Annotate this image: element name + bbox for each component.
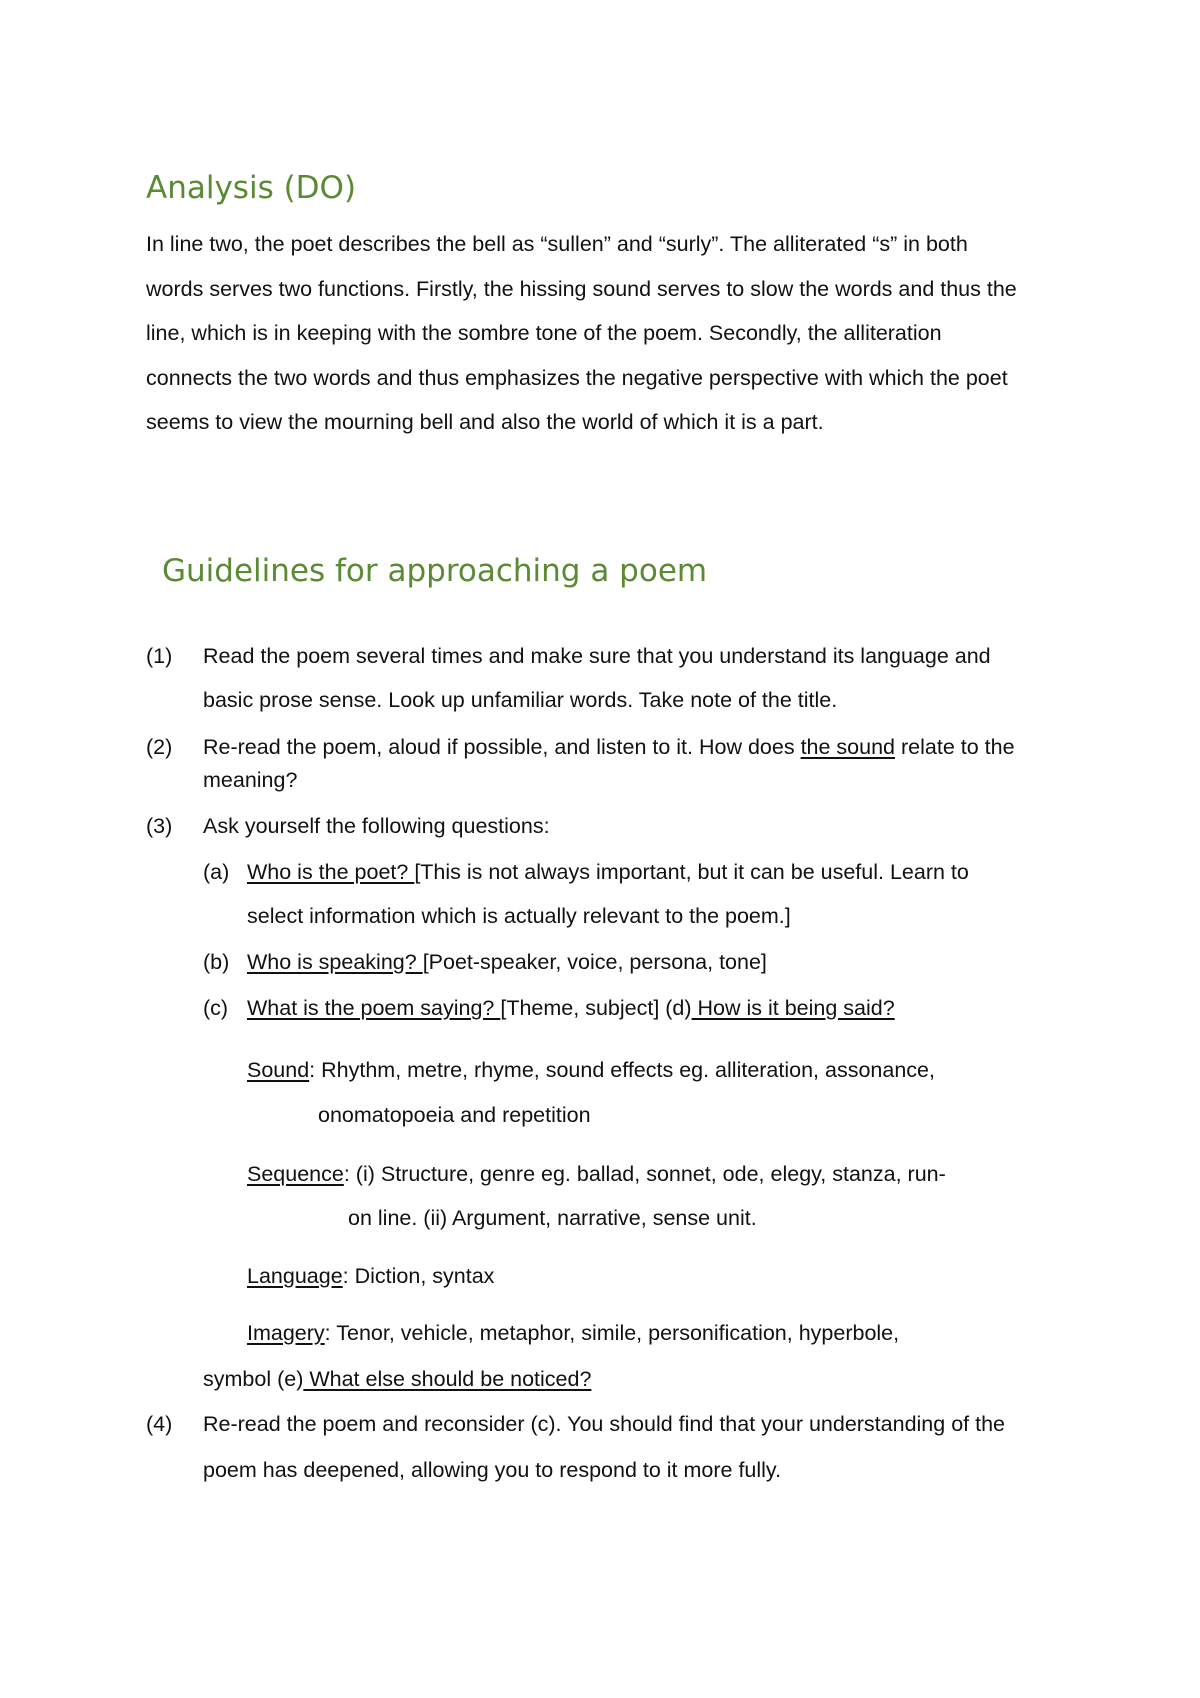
text-run: [This is not always important, but it can be useful. Learn to: [414, 860, 969, 884]
text-run: : Tenor, vehicle, metaphor, simile, personification, hyperbole,: [324, 1321, 900, 1345]
text-run: Re-read the poem, aloud if possible, and listen to it. How does: [203, 735, 801, 759]
list-number: (4): [146, 1412, 173, 1436]
text-run: : (i) Structure, genre eg. ballad, sonnet, ode, elegy, stanza, run-: [343, 1162, 946, 1186]
sub-list-label: (a): [203, 860, 230, 884]
text-run: symbol (e): [203, 1367, 304, 1391]
sound-line: [247, 1058, 935, 1083]
list-item-text: Re-read the poem and reconsider (c). You should find that your understanding of the: [203, 1412, 1005, 1436]
question-text: Who is the poet?: [247, 860, 415, 884]
text-run: [Poet-speaker, voice, persona, tone]: [422, 950, 767, 974]
list-item-text: [203, 735, 1015, 760]
term-sound: Sound: [247, 1058, 310, 1082]
analysis-line: line, which is in keeping with the sombre tone of the poem. Secondly, the alliteration: [146, 321, 942, 345]
sub-list-text: select information which is actually relevant to the poem.]: [247, 904, 791, 928]
analysis-line: connects the two words and thus emphasizes the negative perspective with which the poet: [146, 365, 1008, 390]
text-run: : Rhythm, metre, rhyme, sound effects eg. alliteration, assonance,: [309, 1058, 935, 1082]
list-item-text: meaning?: [203, 768, 298, 792]
sub-list-text: [247, 860, 969, 885]
question-text: Who is speaking?: [247, 950, 423, 974]
text-run: : Diction, syntax: [342, 1264, 495, 1288]
analysis-line: seems to view the mourning bell and also the world of which it is a part.: [146, 410, 824, 434]
sound-line: onomatopoeia and repetition: [318, 1103, 591, 1127]
analysis-heading: Analysis (DO): [146, 170, 357, 206]
list-item-text: basic prose sense. Look up unfamiliar words. Take note of the title.: [203, 688, 838, 712]
analysis-line: In line two, the poet describes the bell as “sullen” and “surly”. The alliterated “s” in both: [146, 232, 968, 256]
analysis-line: words serves two functions. Firstly, the hissing sound serves to slow the words and thus the: [146, 276, 1017, 301]
sub-list-label: (c): [203, 996, 229, 1020]
language-line: [247, 1264, 494, 1289]
sub-list-text: [203, 1367, 591, 1392]
sequence-line: on line. (ii) Argument, narrative, sense unit.: [348, 1206, 757, 1230]
imagery-line: [247, 1321, 899, 1346]
term-language: Language: [247, 1264, 343, 1288]
list-number: (1): [146, 644, 173, 668]
list-item-text: Read the poem several times and make sure that you understand its language and: [203, 644, 991, 668]
question-text: What else should be noticed?: [303, 1367, 592, 1391]
term-imagery: Imagery: [247, 1321, 325, 1345]
term-sequence: Sequence: [247, 1162, 344, 1186]
guidelines-heading: Guidelines for approaching a poem: [162, 553, 708, 589]
sub-list-text: [247, 996, 895, 1021]
sequence-line: [247, 1162, 946, 1187]
analysis-paragraph: [146, 222, 1076, 445]
sub-list-label: (b): [203, 950, 230, 974]
list-number: (2): [146, 735, 173, 759]
question-text: How is it being said?: [691, 996, 895, 1020]
list-number: (3): [146, 814, 173, 838]
text-run: [Theme, subject] (d): [500, 996, 692, 1020]
list-item-text: Ask yourself the following questions:: [203, 814, 550, 838]
underlined-term: the sound: [800, 735, 896, 759]
list-item-text: poem has deepened, allowing you to respond to it more fully.: [203, 1458, 782, 1482]
question-text: What is the poem saying?: [247, 996, 501, 1020]
text-run: relate to the: [895, 735, 1015, 759]
sub-list-text: [247, 950, 767, 975]
